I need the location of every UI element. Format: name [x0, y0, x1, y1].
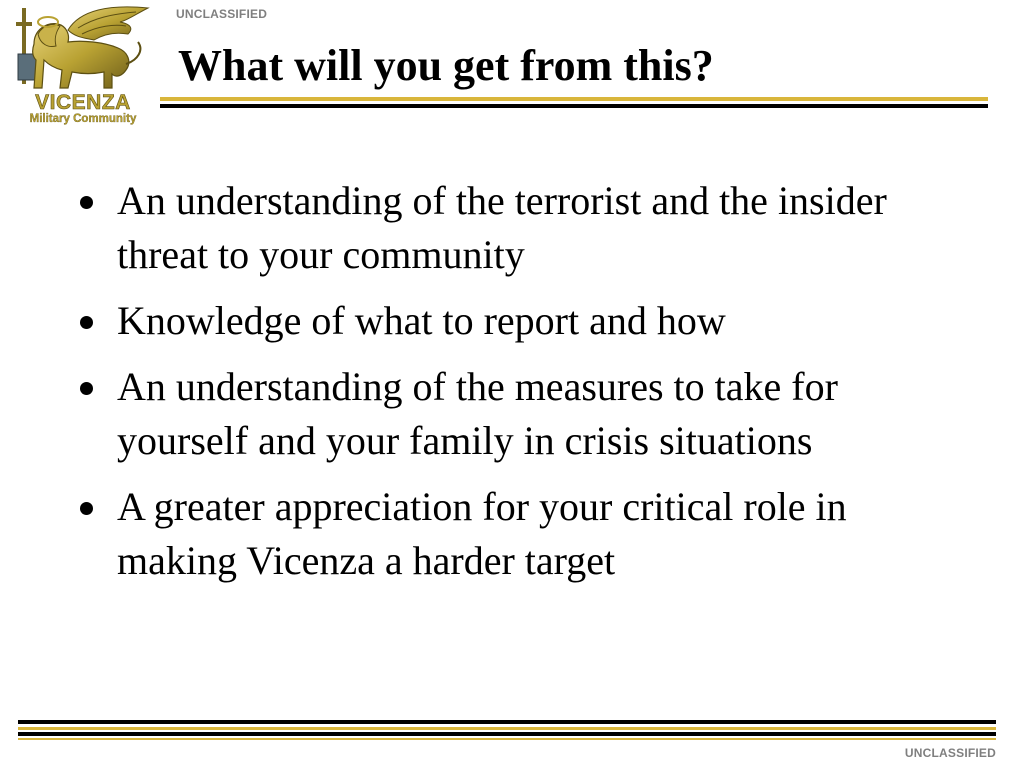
bullet-dot-icon: [80, 316, 93, 329]
bullet-item: [76, 174, 976, 282]
bullet-dot-icon: [80, 382, 93, 395]
bullet-item: [76, 294, 976, 348]
classification-banner-bottom: UNCLASSIFIED: [904, 746, 996, 760]
logo-subtitle: Military Community: [29, 113, 137, 125]
bullet-text: An understanding of the measures to take for yourself and your family in crisis situations: [117, 364, 838, 463]
bullet-item: [76, 360, 976, 468]
footer-rule: [18, 720, 996, 724]
bullet-text: An understanding of the terrorist and the insider threat to your community: [117, 178, 887, 277]
bullet-item: [76, 480, 976, 588]
bullet-list: [76, 174, 976, 600]
footer-rule: [18, 727, 996, 730]
bullet-text: A greater appreciation for your critical role in making Vicenza a harder target: [117, 484, 847, 583]
footer-rule: [18, 732, 996, 736]
vicenza-logo: [8, 4, 154, 128]
bullet-dot-icon: [80, 196, 93, 209]
title-rule-gold: [160, 97, 988, 101]
bullet-text: Knowledge of what to report and how: [117, 298, 726, 343]
bullet-dot-icon: [80, 502, 93, 515]
footer-rule: [18, 738, 996, 740]
logo-title: VICENZA: [35, 91, 131, 114]
classification-banner-top: UNCLASSIFIED: [176, 7, 268, 21]
slide-title: What will you get from this?: [178, 41, 714, 90]
winged-lion-icon: [8, 4, 154, 96]
title-rule-black: [160, 104, 988, 108]
